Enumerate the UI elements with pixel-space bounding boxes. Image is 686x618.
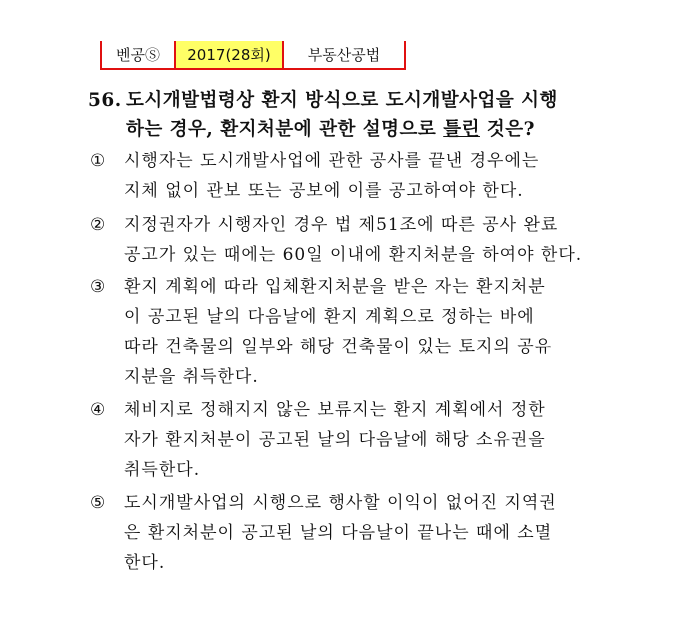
option-line: 도시개발사업의 시행으로 행사할 이익이 없어진 지역권: [124, 493, 557, 513]
option-line: 은 환지처분이 공고된 날의 다음날이 끝나는 때에 소멸: [124, 523, 553, 543]
question-text-1: 도시개발법령상 환지 방식으로 도시개발사업을 시행: [126, 90, 558, 111]
option-line: 환지 계획에 따라 입체환지처분을 받은 자는 환지처분: [124, 277, 546, 297]
option-5-marker: ⑤: [90, 493, 107, 513]
option-line: 지체 없이 관보 또는 공보에 이를 공고하여야 한다.: [124, 181, 524, 201]
option-line: 지분을 취득한다.: [124, 367, 259, 387]
option-line: 취득한다.: [124, 460, 201, 480]
option-line: 공고가 있는 때에는 60일 이내에 환지처분을 하여야 한다.: [124, 245, 583, 265]
option-4-text: [124, 395, 610, 485]
question-text-2a: 하는 경우, 환지처분에 관한 설명으로: [126, 119, 444, 140]
option-3-marker: ③: [90, 277, 107, 297]
question-line-1: [88, 86, 608, 115]
header-label-subject: 부동산공법: [307, 46, 381, 64]
question-emphasis: 틀린: [443, 119, 480, 140]
question-line-2: [88, 115, 608, 144]
option-1-text: [124, 146, 610, 206]
option-line: 시행자는 도시개발사업에 관한 공사를 끝낸 경우에는: [124, 151, 540, 171]
option-2-marker: ②: [90, 215, 107, 235]
option-1[interactable]: [90, 146, 610, 206]
option-5-text: [124, 488, 610, 578]
option-2-text: [124, 210, 610, 270]
exam-header: [100, 41, 406, 70]
option-4[interactable]: [90, 395, 610, 485]
option-line: 자가 환지처분이 공고된 날의 다음날에 해당 소유권을: [124, 430, 546, 450]
option-3[interactable]: [90, 272, 610, 392]
option-line: 지정권자가 시행자인 경우 법 제51조에 따른 공사 완료: [124, 215, 559, 235]
option-3-text: [124, 272, 610, 392]
option-5[interactable]: [90, 488, 610, 578]
option-2[interactable]: [90, 210, 610, 270]
option-line: 이 공고된 날의 다음날에 환지 계획으로 정하는 바에: [124, 307, 535, 327]
option-line: 따라 건축물의 일부와 해당 건축물이 있는 토지의 공유: [124, 337, 553, 357]
question-number: 56.: [88, 90, 122, 111]
option-line: 한다.: [124, 553, 166, 573]
header-label-source: 벤공Ⓢ: [102, 41, 176, 68]
option-4-marker: ④: [90, 400, 107, 420]
question-text-2b: 것은?: [479, 119, 535, 140]
question-stem: [88, 86, 608, 144]
header-label-year: 2017(28회): [176, 41, 284, 68]
option-line: 체비지로 정해지지 않은 보류지는 환지 계획에서 정한: [124, 400, 546, 420]
option-1-marker: ①: [90, 151, 107, 171]
